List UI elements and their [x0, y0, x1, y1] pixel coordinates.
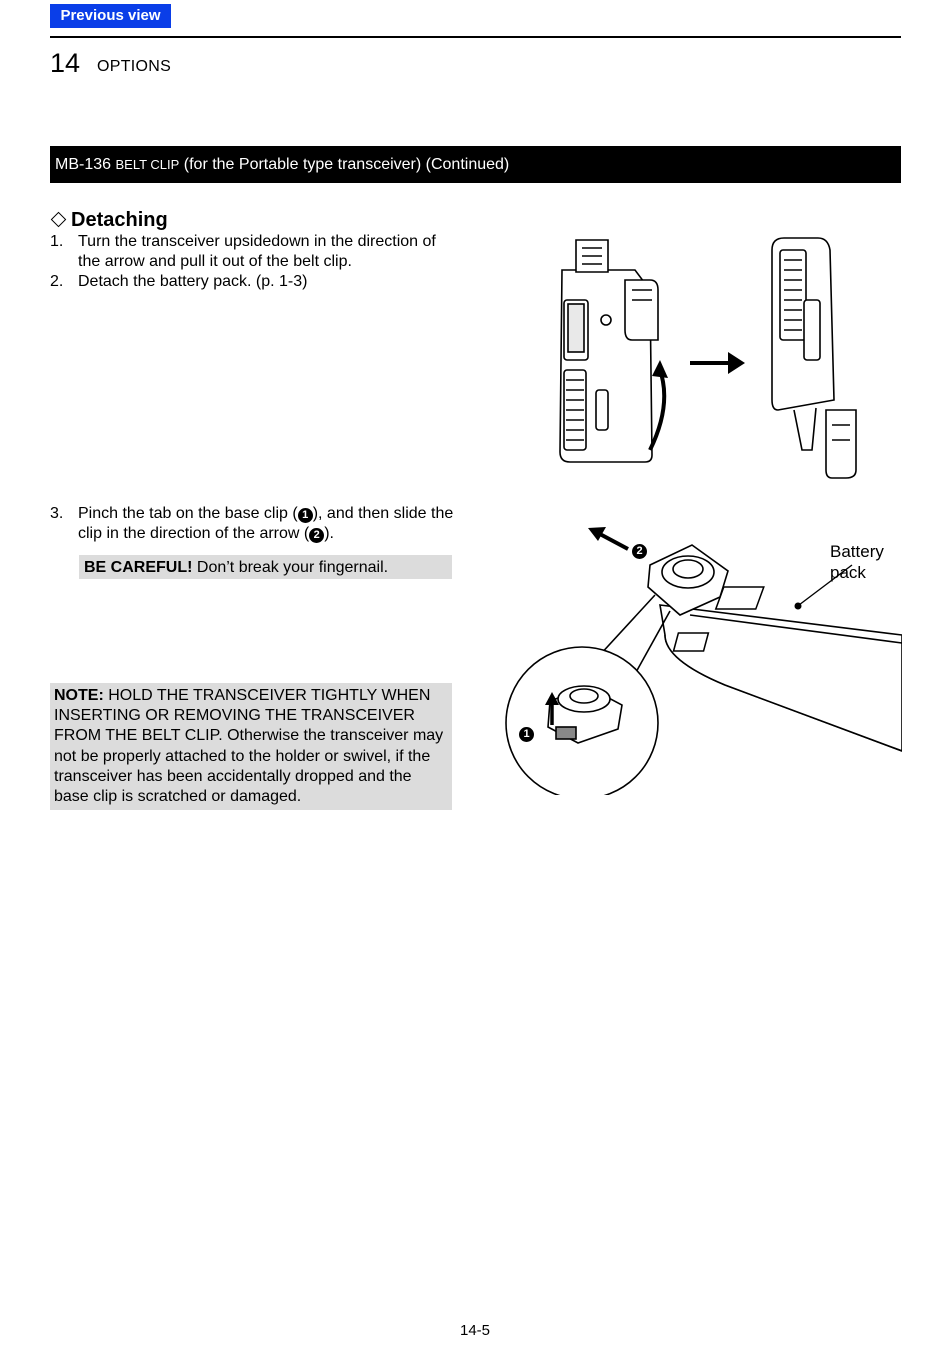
chapter-title: OPTIONS — [97, 58, 172, 75]
marker-2-icon: 2 — [309, 528, 324, 543]
step-number: 2. — [50, 273, 64, 290]
battery-pack-label: Battery pack — [830, 542, 884, 582]
step-text: Pinch the tab on the base clip ( 1 ), and then slide the clip in the direction of the arrow ( 2 ). — [78, 505, 454, 542]
caution-text: Don’t break your fingernail. — [196, 559, 389, 576]
note-box — [50, 683, 452, 810]
figure-marker-1-icon: 1 — [519, 727, 534, 742]
step-number: 3. — [50, 505, 64, 522]
diamond-icon — [51, 212, 67, 228]
section-product: BELT CLIP — [115, 157, 180, 172]
chapter-number: 14 — [50, 48, 81, 78]
step-1 — [50, 232, 470, 270]
detach-transceiver-figure — [540, 230, 900, 480]
note-label: NOTE: — [54, 687, 104, 704]
detaching-heading — [50, 208, 168, 232]
be-careful-box — [79, 555, 452, 579]
previous-view-button[interactable]: Previous view — [50, 4, 171, 28]
step-2 — [50, 272, 470, 292]
note-text: HOLD THE TRANSCEIVER TIGHTLY WHEN INSERTING OR REMOVING THE TRANSCEIVER FROM THE BELT CLIP. Otherwise the transceiver may not be properly attached to the holder or swivel, if the transceiver has been accidentally dropped and the base clip is scratched or damaged. — [54, 687, 444, 806]
caution-label: BE CAREFUL! — [84, 559, 193, 576]
figure-marker-2-icon: 2 — [632, 544, 647, 559]
detaching-heading-text: Detaching — [71, 209, 168, 231]
step-text: Turn the transceiver upsidedown in the direction of the arrow and pull it out of the belt clip. — [78, 233, 436, 270]
header-rule — [50, 36, 901, 38]
step-number: 1. — [50, 233, 64, 250]
section-title-bar — [50, 146, 901, 183]
section-model: MB-136 — [55, 156, 112, 173]
marker-1-icon: 1 — [298, 508, 313, 523]
step-text: Detach the battery pack. (p. 1-3) — [78, 273, 308, 290]
section-suffix: (for the Portable type transceiver) (Continued) — [183, 156, 510, 173]
step-3 — [50, 504, 470, 544]
page-number: 14-5 — [459, 1322, 491, 1339]
